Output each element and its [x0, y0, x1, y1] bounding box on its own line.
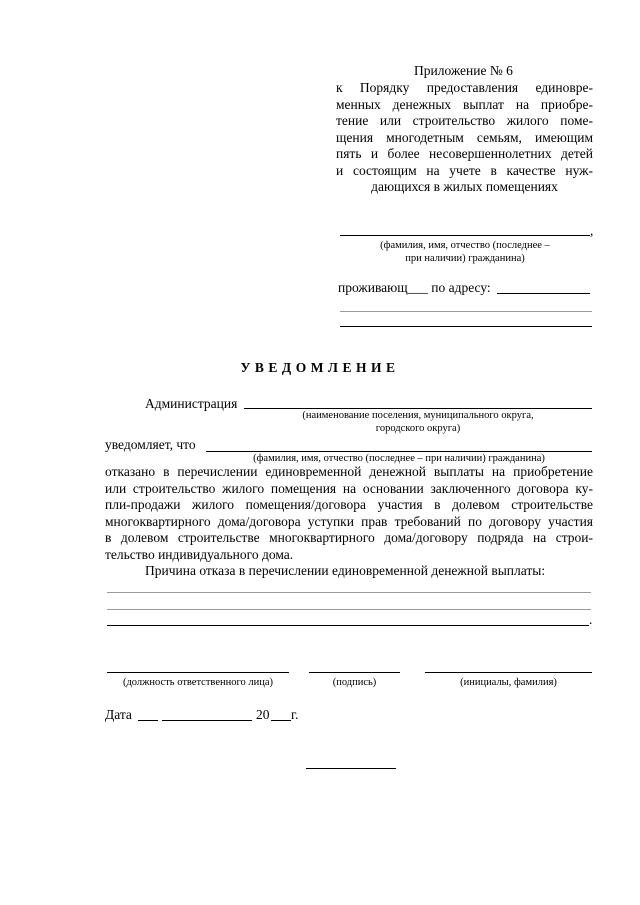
admin-caption-line-1: (наименование поселения, муниципального округа,	[302, 410, 534, 421]
footer-separator	[306, 768, 396, 769]
date-label: Дата	[105, 707, 132, 722]
appendix-line-3: тение или строительство жилого поме-	[336, 113, 593, 128]
position-line[interactable]	[107, 672, 289, 673]
notice-title: УВЕДОМЛЕНИЕ	[240, 360, 400, 375]
reason-label: Причина отказа в перечислении единовременной денежной выплаты:	[145, 563, 546, 578]
date-day-line[interactable]	[138, 720, 158, 721]
body-line-6: тельство индивидуального дома.	[105, 546, 294, 562]
recipient-caption-line-1: (фамилия, имя, отчество (последнее –	[380, 240, 550, 251]
date-month-line[interactable]	[162, 720, 252, 721]
appendix-line-7: дающихся в жилых помещениях	[371, 179, 558, 194]
appendix-title: Приложение № 6	[414, 63, 513, 78]
admin-caption-line-2: городского округа)	[375, 423, 461, 434]
name-caption: (инициалы, фамилия)	[460, 677, 557, 688]
signature-caption: (подпись)	[332, 677, 377, 688]
name-line[interactable]	[425, 672, 592, 673]
address-line-3[interactable]	[340, 326, 592, 327]
reason-line-3[interactable]	[107, 625, 589, 626]
admin-caption	[244, 409, 592, 435]
date-year-line[interactable]	[271, 720, 291, 721]
citizen-caption: (фамилия, имя, отчество (последнее – при наличии) гражданина)	[253, 453, 545, 464]
notifies-label: уведомляет, что	[105, 437, 196, 452]
position-caption: (должность ответственного лица)	[122, 677, 274, 688]
address-line-2[interactable]	[340, 311, 592, 312]
body-line-3: пли-продажи жилого помещения/договора участия в долевом строительстве	[105, 497, 593, 512]
recipient-name-line[interactable]	[340, 235, 590, 236]
body-line-2: или строительство жилого помещения на основании заключенного договора ку-	[105, 480, 593, 496]
reason-line-1[interactable]	[107, 592, 591, 593]
appendix-line-1: к Порядку предоставления единовре-	[336, 80, 593, 95]
body-line-5: в долевом строительстве многоквартирного дома/договору подряда на строи-	[105, 530, 593, 545]
appendix-line-2: менных денежных выплат на приобре-	[336, 96, 593, 112]
body-line-1: отказано в перечислении единовременной денежной выплаты на приобретение	[105, 464, 593, 479]
signature-line[interactable]	[309, 672, 400, 673]
date-year-prefix: 20	[256, 707, 270, 722]
recipient-caption	[340, 239, 590, 265]
address-line-1[interactable]	[497, 293, 590, 294]
address-label: проживающ___ по адресу:	[338, 280, 491, 295]
admin-label: Администрация	[145, 396, 238, 411]
appendix-line-4: щения многодетным семьям, имеющим	[336, 129, 593, 145]
reason-line-2[interactable]	[107, 609, 591, 610]
recipient-caption-line-2: при наличии) гражданина)	[405, 253, 525, 264]
date-year-suffix: г.	[291, 707, 299, 722]
appendix-description	[336, 80, 593, 196]
body-line-4: многоквартирного дома/договора уступки прав требований по договору участия	[105, 513, 593, 529]
appendix-line-6: и состоящим на учете в качестве нуж-	[336, 162, 593, 178]
reason-end: .	[589, 612, 593, 627]
recipient-comma: ,	[590, 223, 594, 238]
appendix-line-5: пять и более несовершеннолетних детей	[336, 146, 593, 161]
notice-body	[105, 464, 593, 563]
